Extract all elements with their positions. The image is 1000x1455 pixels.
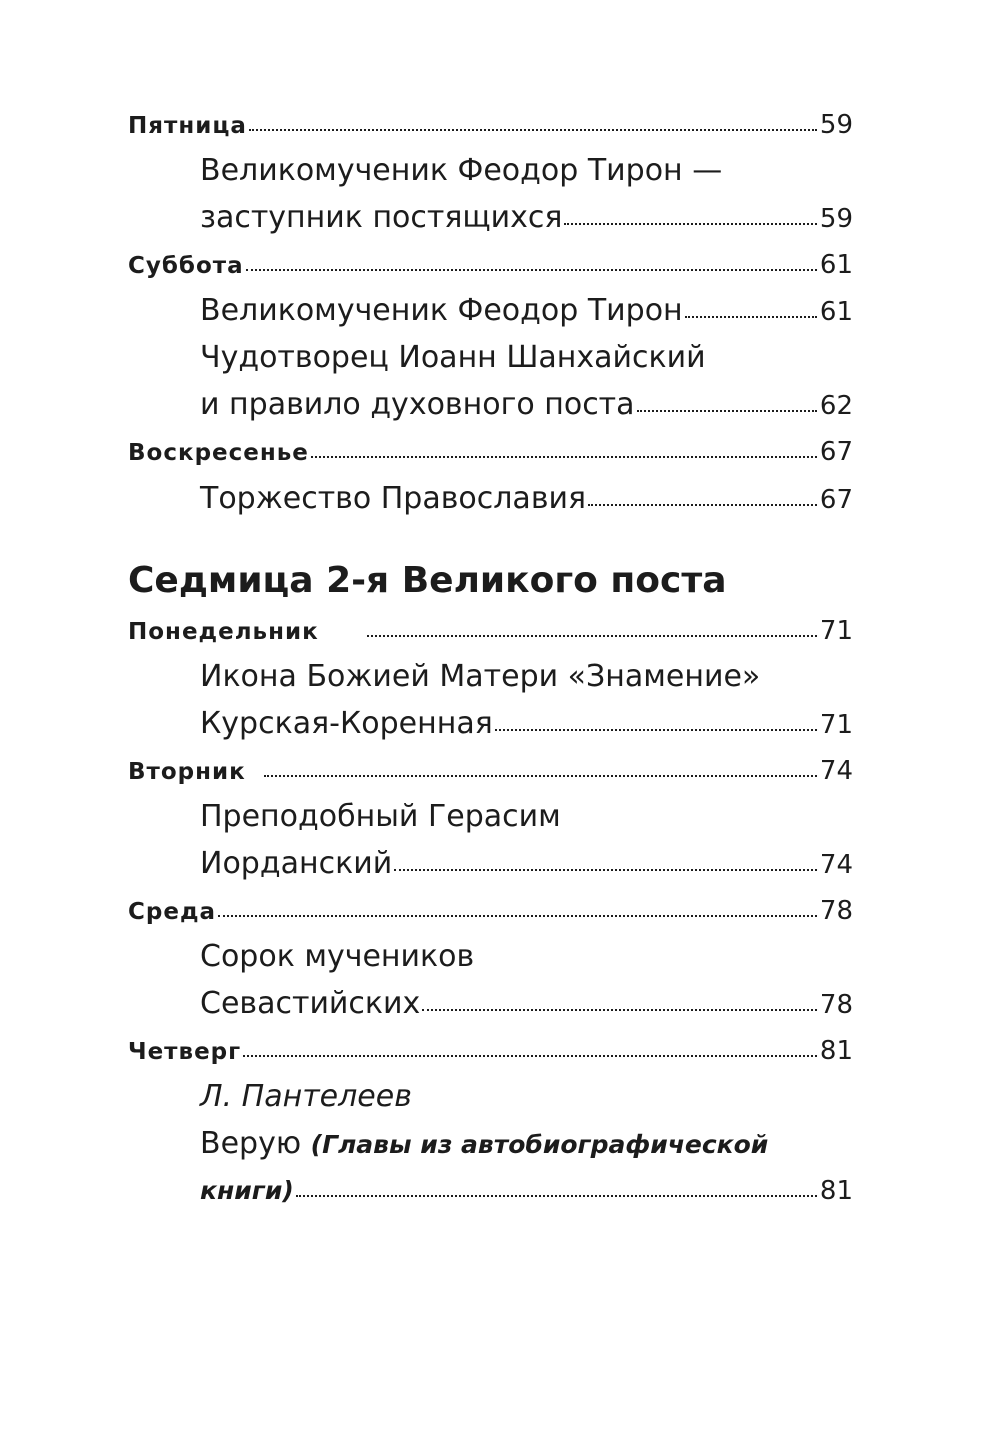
dot-leader — [685, 316, 817, 318]
toc-day-tuesday: Вторник 74 — [128, 747, 853, 795]
dot-leader — [311, 456, 817, 458]
page-number: 67 — [819, 485, 853, 515]
page-number: 74 — [819, 756, 853, 786]
toc-entry: книги) 81 — [200, 1167, 853, 1215]
toc-entry-author: Л. Пантелеев — [200, 1079, 412, 1114]
dot-leader — [588, 504, 817, 506]
toc-entry-title: Преподобный Герасим — [200, 799, 561, 834]
dot-leader — [495, 729, 817, 731]
dot-leader — [422, 1009, 817, 1011]
toc-entry-title: Великомученик Феодор Тирон — — [200, 153, 723, 188]
toc-day-sunday: Воскресенье 67 — [128, 428, 853, 476]
toc-entry: Курская-Коренная 71 — [200, 700, 853, 748]
page-number: 61 — [819, 297, 853, 327]
toc-entry-subtitle: (Главы из автобиографической — [310, 1130, 769, 1159]
toc-entry: заступник постящихся 59 — [200, 194, 853, 242]
page-number: 81 — [819, 1036, 853, 1066]
page-number: 59 — [819, 204, 853, 234]
dot-leader — [249, 129, 817, 131]
toc-day-wednesday: Среда 78 — [128, 887, 853, 935]
dot-leader — [564, 223, 816, 225]
toc-day-thursday: Четверг 81 — [128, 1027, 853, 1075]
toc-entry: Иорданский 74 — [200, 840, 853, 888]
toc-entry-title: Верую (Главы из автобиографической — [200, 1126, 769, 1161]
dot-leader — [296, 1195, 817, 1197]
toc-day-friday: Пятница 59 — [128, 101, 853, 149]
page-number: 71 — [819, 710, 853, 740]
dot-leader — [246, 269, 817, 271]
dot-leader — [637, 410, 817, 412]
toc-day-monday: Понедельник 71 — [128, 607, 853, 655]
page-number: 71 — [819, 616, 853, 646]
page-number: 61 — [819, 250, 853, 280]
page-number: 81 — [819, 1176, 853, 1206]
dot-leader — [367, 635, 817, 637]
page-number: 74 — [819, 850, 853, 880]
page-number: 67 — [819, 437, 853, 467]
section-heading: Седмица 2-я Великого поста — [128, 560, 727, 601]
page-number: 59 — [819, 110, 853, 140]
dot-leader — [218, 915, 817, 917]
toc-entry: Великомученик Феодор Тирон 61 — [200, 287, 853, 335]
page-number: 62 — [819, 391, 853, 421]
page-number: 78 — [819, 990, 853, 1020]
toc-entry: Торжество Православия 67 — [200, 475, 853, 523]
toc-entry: Севастийских 78 — [200, 980, 853, 1028]
dot-leader — [243, 1055, 817, 1057]
toc-day-saturday: Суббота 61 — [128, 241, 853, 289]
toc-entry-title: Чудотворец Иоанн Шанхайский — [200, 340, 706, 375]
dot-leader — [394, 869, 817, 871]
toc-entry-title: Икона Божией Матери «Знамение» — [200, 659, 761, 694]
dot-leader — [264, 775, 817, 777]
page-number: 78 — [819, 896, 853, 926]
toc-entry: и правило духовного поста 62 — [200, 381, 853, 429]
toc-entry-title: Сорок мучеников — [200, 939, 475, 974]
